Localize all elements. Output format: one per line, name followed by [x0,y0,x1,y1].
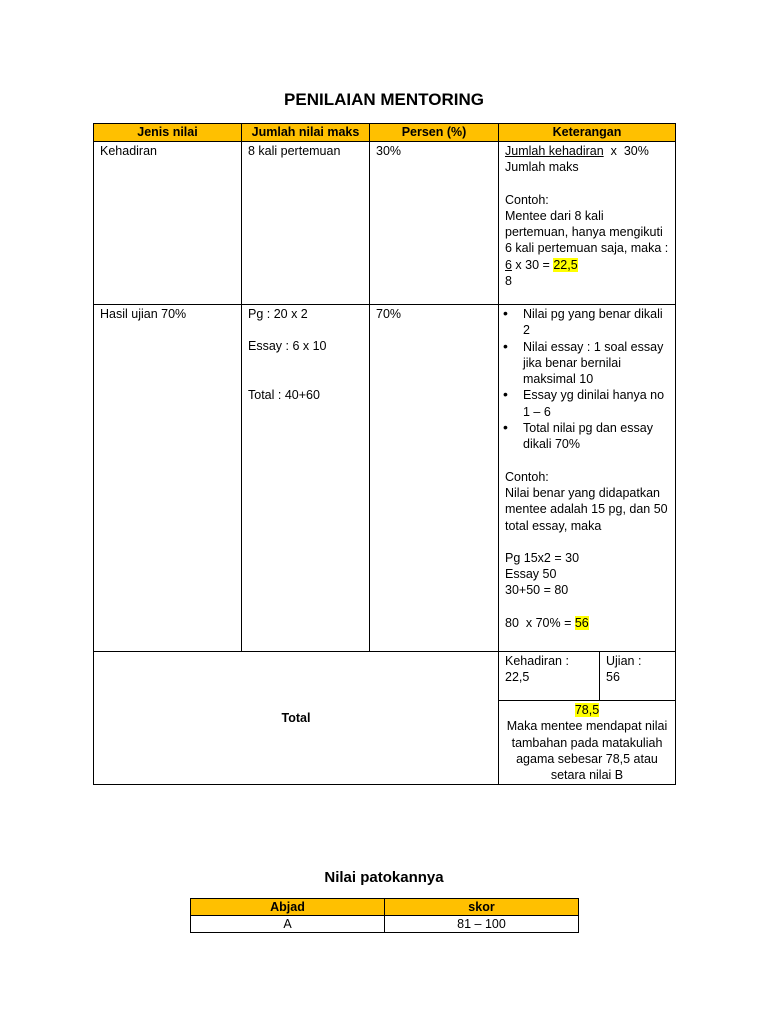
table-row [191,916,579,933]
page-title: PENILAIAN MENTORING [284,90,484,109]
formula-denominator: Jumlah maks [505,160,579,175]
rules-list [505,306,669,453]
calc-final [505,615,669,631]
formula-numerator: Jumlah kehadiran [505,144,604,158]
cell-persen-ujian: 70% [370,305,499,652]
kehadiran-total-cell [499,652,600,700]
calc-final-operation: 80 x 70% = [505,615,575,630]
total-components-table [499,652,675,700]
ujian-total-cell [600,652,676,700]
cell-jenis-ujian: Hasil ujian 70% [94,305,242,652]
header-skor: skor [385,899,579,916]
contoh-description: Nilai benar yang didapatkan mentee adalah 15 pg, dan 50 total essay, maka [505,485,668,533]
total-description: Maka mentee mendapat nilai tambahan pada matakuliah agama sebesar 78,5 atau setara nilai B [506,719,668,783]
list-item: • Nilai essay : 1 soal essay jika benar bernilai maksimal 10 [523,339,669,388]
cell-persen-kehadiran: 30% [370,142,499,305]
calc-sum: 30+50 = 80 [505,583,569,598]
cell-keterangan-kehadiran [499,142,676,305]
contoh-label: Contoh: [505,192,549,207]
table-row-total-top [94,652,676,701]
formula-line [505,143,669,159]
header-abjad: Abjad [191,899,385,916]
contoh-label: Contoh: [505,469,549,484]
header-keterangan: Keterangan [499,124,676,142]
essay-line: Essay : 6 x 10 [248,339,327,354]
formula-multiplier: x 30% [603,144,649,158]
table-header-row [94,124,676,142]
table-row-hasil-ujian [94,305,676,652]
list-item: • Nilai pg yang benar dikali 2 [523,306,669,339]
total-line: Total : 40+60 [248,387,320,402]
grade-table [190,898,579,933]
list-item: • Essay yg dinilai hanya no 1 – 6 [523,387,669,420]
calc-essay: Essay 50 [505,567,557,582]
grade-letter: A [191,916,385,933]
ujian-total-value: 56 [606,670,620,685]
calc-numerator: 6 [505,257,512,272]
calc-operation: x 30 = [511,257,554,272]
cell-keterangan-ujian [499,305,676,652]
table-row-kehadiran [94,142,676,305]
grade-range: 81 – 100 [385,916,579,933]
calc-line [505,257,669,273]
pg-line: Pg : 20 x 2 [248,307,308,321]
total-sum-highlight: 78,5 [574,703,600,717]
cell-total-label: Total [94,652,499,785]
calc-pg: Pg 15x2 = 30 [505,550,580,565]
header-jenis-nilai: Jenis nilai [94,124,242,142]
list-item: • Total nilai pg dan essay dikali 70% [523,420,669,453]
calc-denominator: 8 [505,274,512,289]
grade-table-title: Nilai patokannya [324,869,444,886]
calc-result-highlight: 22,5 [553,257,578,272]
assessment-table [93,123,676,785]
cell-total-components [499,652,676,701]
ujian-total-label: Ujian : [606,654,642,668]
grade-header-row [191,899,579,916]
contoh-description: Mentee dari 8 kali pertemuan, hanya mengikuti 6 kali pertemuan saja, maka : [505,208,669,256]
cell-total-summary [499,701,676,785]
cell-jumlah-ujian [242,305,370,652]
calc-final-result-highlight: 56 [574,615,589,630]
cell-jenis-kehadiran: Kehadiran [94,142,242,305]
header-jumlah-nilai-maks: Jumlah nilai maks [242,124,370,142]
cell-jumlah-kehadiran: 8 kali pertemuan [242,142,370,305]
header-persen: Persen (%) [370,124,499,142]
kehadiran-total-label: Kehadiran : [505,654,569,668]
kehadiran-total-value: 22,5 [505,670,530,685]
